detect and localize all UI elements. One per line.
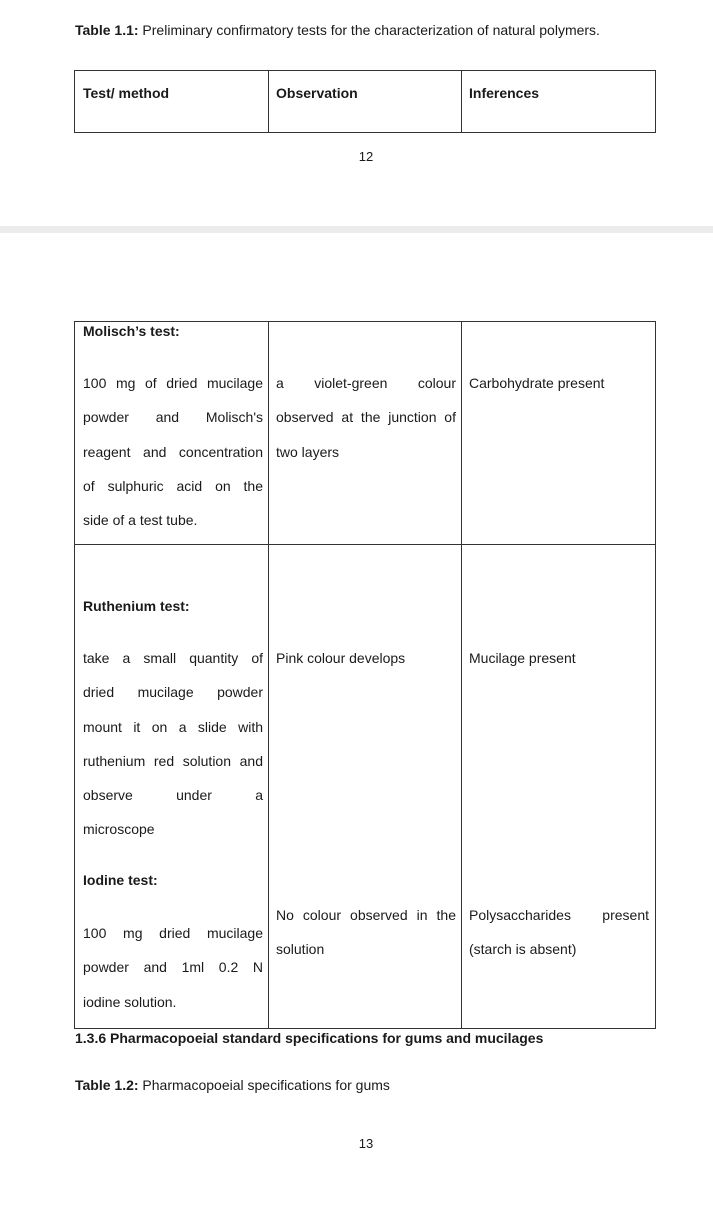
molisch-title: Molisch’s test: <box>83 323 180 339</box>
caption-text: Pharmacopoeial specifications for gums <box>138 1077 390 1093</box>
molisch-inference: Carbohydrate present <box>469 375 605 391</box>
text-line: No colour observed in the <box>276 907 456 923</box>
text-line: side of a test tube. <box>83 512 198 529</box>
caption-label: Table 1.2: <box>75 1077 139 1093</box>
text-line: (starch is absent) <box>469 941 577 958</box>
text-line: two layers <box>276 443 340 460</box>
caption-text: Preliminary confirmatory tests for the characterization of natural polymers. <box>138 22 600 38</box>
page-number: 12 <box>358 149 374 164</box>
section-heading: 1.3.6 Pharmacopoeial standard specifications for gums and mucilages <box>75 1030 544 1046</box>
molisch-observation <box>276 366 456 469</box>
iodine-title: Iodine test: <box>83 872 158 888</box>
page-number: 13 <box>358 1136 374 1151</box>
text-line: mount it on a slide with <box>83 718 263 735</box>
text-line: dried mucilage powder <box>83 684 263 701</box>
ruthenium-title: Ruthenium test: <box>83 598 190 614</box>
header-test-method: Test/ method <box>83 85 170 101</box>
header-observation: Observation <box>276 85 358 101</box>
text-line: 100 mg of dried mucilage <box>83 375 263 391</box>
text-line: reagent and concentration <box>83 443 263 460</box>
page-separator <box>0 226 713 233</box>
ruthenium-observation: Pink colour develops <box>276 650 406 666</box>
text-line: solution <box>276 941 325 958</box>
text-line: observed at the junction of <box>276 409 456 426</box>
text-line: of sulphuric acid on the <box>83 477 263 494</box>
molisch-method <box>83 366 263 537</box>
text-line: powder and 1ml 0.2 N <box>83 959 263 976</box>
text-line: iodine solution. <box>83 993 177 1010</box>
header-inferences: Inferences <box>469 85 540 101</box>
text-line: Polysaccharides present <box>469 907 649 923</box>
iodine-observation <box>276 898 456 967</box>
text-line: powder and Molisch's <box>83 409 263 426</box>
iodine-method <box>83 916 263 1019</box>
text-line: a violet-green colour <box>276 375 456 391</box>
table-1-1-header <box>74 70 656 133</box>
text-line: ruthenium red solution and <box>83 752 263 769</box>
text-line: 100 mg dried mucilage <box>83 925 263 941</box>
iodine-inference <box>469 898 649 967</box>
ruthenium-method <box>83 641 263 847</box>
table-1-1-caption <box>75 22 600 38</box>
caption-label: Table 1.1: <box>75 22 139 38</box>
table-1-1-continued <box>74 321 656 1029</box>
text-line: microscope <box>83 821 155 838</box>
text-line: take a small quantity of <box>83 650 263 666</box>
text-line: observe under a <box>83 787 263 804</box>
table-1-2-caption <box>75 1077 390 1093</box>
ruthenium-inference: Mucilage present <box>469 650 576 666</box>
